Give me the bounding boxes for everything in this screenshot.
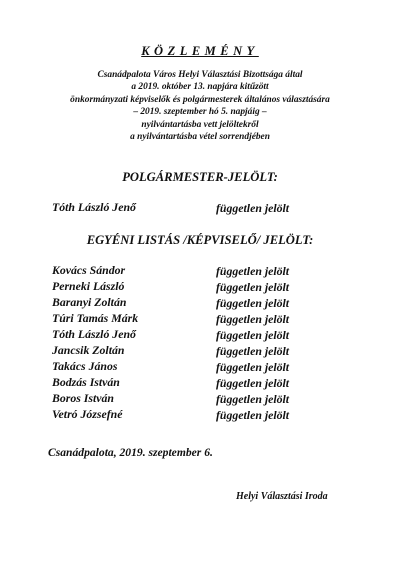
council-candidate-name: Takács János (52, 359, 118, 373)
council-candidate-status: független jelölt (216, 296, 290, 310)
council-candidate-status: független jelölt (216, 328, 290, 342)
council-candidate-status: független jelölt (216, 376, 290, 390)
council-candidate-name: Boros István (52, 391, 114, 405)
council-candidate-name: Túri Tamás Márk (52, 311, 139, 325)
council-candidate-name: Bodzás István (52, 375, 120, 389)
council-candidate-status: független jelölt (216, 408, 290, 422)
intro-line: nyilvántartásba vett jelöltekről (141, 119, 259, 130)
council-candidate-name: Tóth László Jenő (52, 327, 136, 341)
council-candidate-status: független jelölt (216, 392, 290, 406)
intro-line: a nyilvántartásba vétel sorrendjében (130, 132, 270, 143)
document-title: KÖZLEMÉNY (141, 44, 259, 58)
signature: Helyi Választási Iroda (236, 491, 328, 502)
council-candidate-name: Vetró Józsefné (52, 407, 123, 421)
council-candidate-name: Jancsik Zoltán (52, 343, 125, 357)
intro-line: Csanádpalota Város Helyi Választási Bizottsága által (97, 70, 303, 80)
intro-line: önkormányzati képviselők és polgármesterek általános választására (70, 94, 330, 105)
mayor-heading: POLGÁRMESTER-JELÖLT: (122, 170, 278, 184)
council-candidate-name: Perneki László (52, 279, 125, 293)
council-candidate-status: független jelölt (216, 280, 290, 294)
intro-line: – 2019. szeptember hó 5. napjáig – (133, 107, 267, 118)
council-candidate-status: független jelölt (216, 264, 290, 278)
mayor-candidate-name: Tóth László Jenő (52, 200, 136, 214)
council-heading: EGYÉNI LISTÁS /KÉPVISELŐ/ JELÖLT: (86, 233, 314, 247)
council-candidate-status: független jelölt (216, 360, 290, 374)
intro-text (20, 69, 380, 143)
council-candidate-status: független jelölt (216, 312, 290, 326)
intro-line: a 2019. október 13. napjára kitűzött (131, 82, 269, 93)
council-candidate-status: független jelölt (216, 344, 290, 358)
council-candidate-name: Baranyi Zoltán (52, 295, 127, 309)
mayor-candidate-status: független jelölt (216, 201, 290, 215)
council-candidate-name: Kovács Sándor (52, 263, 126, 277)
place-date: Csanádpalota, 2019. szeptember 6. (48, 446, 213, 459)
